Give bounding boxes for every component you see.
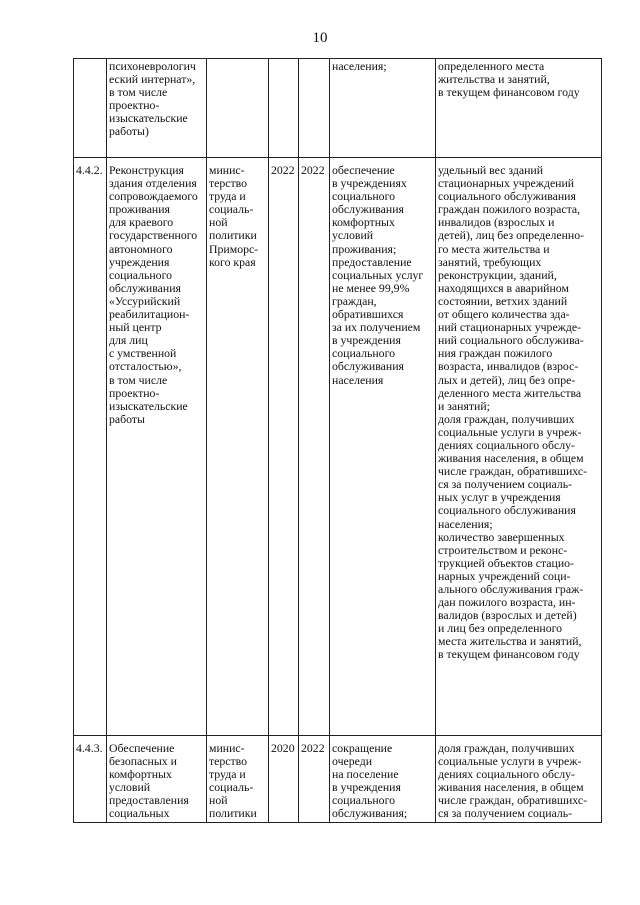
executor: минис- терство труда и социаль- ной политики Приморс- кого края bbox=[207, 158, 269, 736]
indicator: удельный вес зданий стационарных учреждений социального обслуживания граждан пожилого возраста, инвалидов (взрослых и детей), лиц без определенно- го места жительства и занятий, требующих реконструкции, зданий, находящихся в аварийном состоянии, ветхих зданий от общего количества зда- ний стационарных учрежде- ний социального обслужива- ния граждан пожилого возраста, инвалидов (взрос- лых и детей), лиц без опре- деленного места жительства и занятий; доля граждан, получивших социальные услуги в учреж- дениях социального обслу- живания населения, в общем числе граждан, обратившихс- ся за получением социаль- ных услуг в учреждения социального обслуживания населения; количество завершенных строительством и реконс- трукцией объектов стацио- нарных учреждений соци- ального обслуживания граж- дан пожилого возраста, ин- валидов (взрослых и детей) и лиц без определенного места жительства и занятий, в текущем финансовом году bbox=[436, 158, 602, 736]
table-row bbox=[74, 59, 602, 158]
year-start: 2022 bbox=[269, 158, 299, 736]
year-start: 2020 bbox=[269, 736, 299, 823]
row-number: 4.4.2. bbox=[74, 158, 107, 736]
row-number: 4.4.3. bbox=[74, 736, 107, 823]
executor bbox=[207, 59, 269, 158]
table-row bbox=[74, 158, 602, 736]
measure-name: психоневрологич еский интернат», в том числе проектно- изыскательские работы) bbox=[107, 59, 207, 158]
row-number bbox=[74, 59, 107, 158]
expected-result: обеспечение в учреждениях социального обслуживания комфортных условий проживания; предоставление социальных услуг не менее 99,9% граждан, обратившихся за их получением в учреждения социального обслуживания населения bbox=[330, 158, 436, 736]
year-end: 2022 bbox=[299, 158, 330, 736]
measure-name: Обеспечение безопасных и комфортных условий предоставления социальных bbox=[107, 736, 207, 823]
year-start bbox=[269, 59, 299, 158]
expected-result: населения; bbox=[330, 59, 436, 158]
year-end: 2022 bbox=[299, 736, 330, 823]
expected-result: сокращение очереди на поселение в учреждения социального обслуживания; bbox=[330, 736, 436, 823]
page-number: 10 bbox=[312, 30, 328, 46]
year-end bbox=[299, 59, 330, 158]
executor: минис- терство труда и социаль- ной политики bbox=[207, 736, 269, 823]
measure-name: Реконструкция здания отделения сопровождаемого проживания для краевого государственного автономного учреждения социального обслуживания «Уссурийский реабилитацион- ный центр для лиц с умственной отсталостью», в том числе проектно- изыскательские работы bbox=[107, 158, 207, 736]
measures-table bbox=[73, 58, 602, 823]
indicator: доля граждан, получивших социальные услуги в учреж- дениях социального обслу- живания населения, в общем числе граждан, обратившихс- ся за получением социаль- bbox=[436, 736, 602, 823]
table-row bbox=[74, 736, 602, 823]
indicator: определенного места жительства и занятий, в текущем финансовом году bbox=[436, 59, 602, 158]
